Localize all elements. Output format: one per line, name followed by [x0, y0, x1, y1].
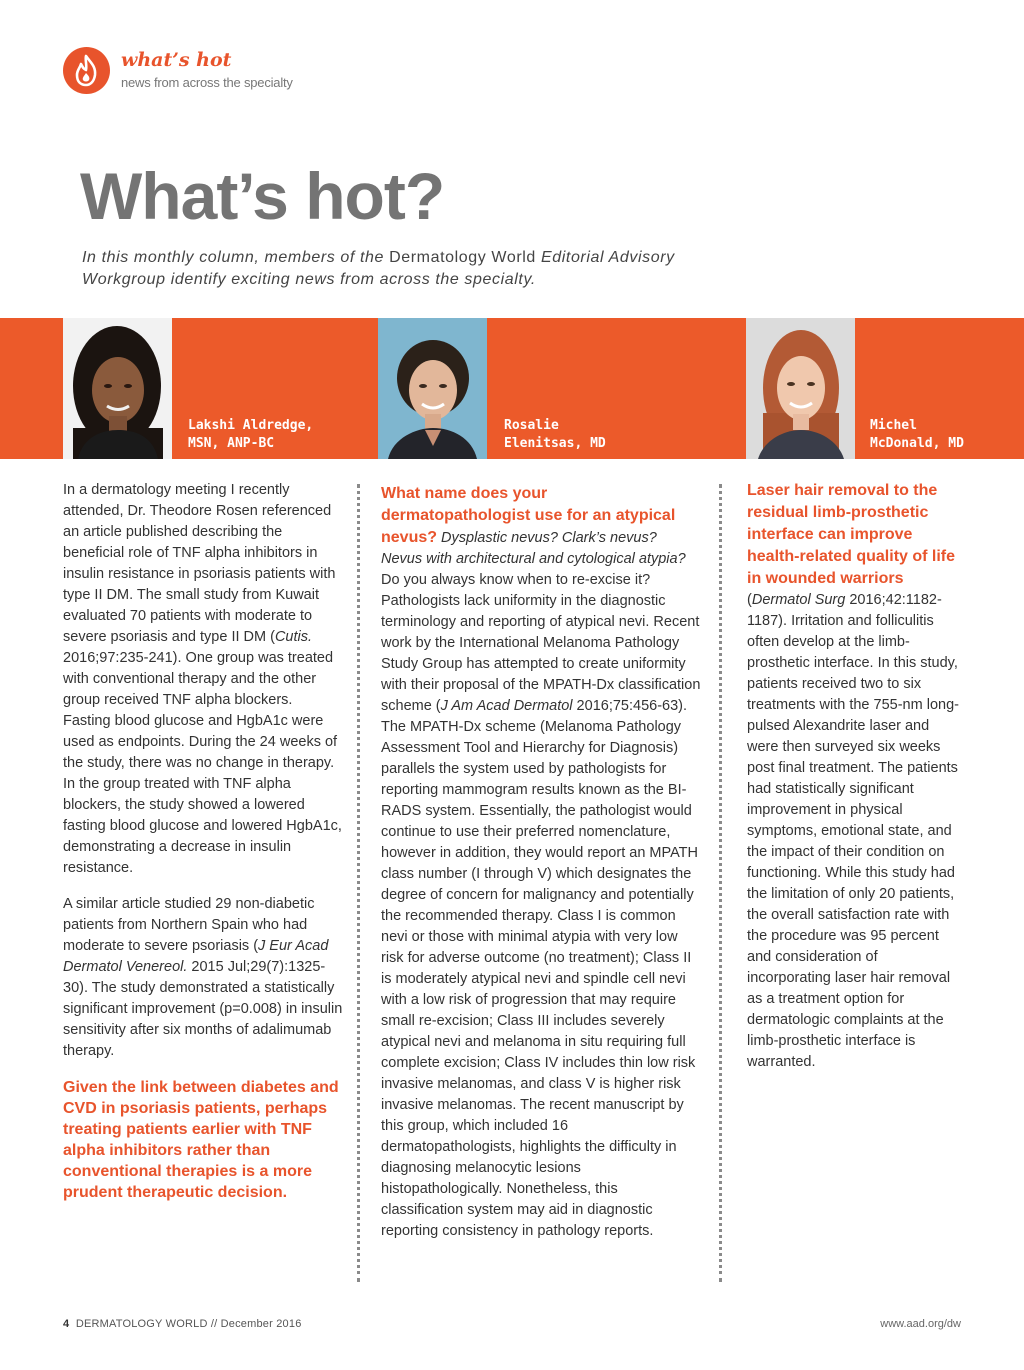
column-divider — [719, 484, 722, 1282]
flame-icon — [63, 47, 110, 94]
author-line: Rosalie — [504, 418, 559, 433]
intro-publication: Dermatology World — [389, 249, 536, 266]
author-line: Lakshi Aldredge, — [188, 418, 314, 433]
body-text: In a dermatology meeting I recently attended, Dr. Theodore Rosen referenced an article published describing the beneficial role of TNF alpha inhibitors in insulin resistance in psoriasis patients with type II DM. The small study from Kuwait evaluated 70 patients with moderate to severe psoriasis and type II DM ( — [63, 482, 336, 645]
author-line: Michel — [870, 418, 917, 433]
author-photo-aldredge — [63, 318, 172, 459]
author-photo-mcdonald — [746, 318, 855, 459]
author-name-mcdonald — [870, 417, 964, 453]
body-text: 2016;75:456-63). The MPATH-Dx scheme (Melanoma Pathology Assessment Tool and Hierarchy for Diagnosis) parallels the system used by pathologists for reporting mammogram results known as the BI-RADS system. Essentially, the pathologist would continue to use their preferred nomenclature, however in addition, they would report an MPATH class number (I through V) which designates the degree of concern for malignancy and potentially the recommended therapy. Class I is common nevi or those with minimal atypia with very low risk for adverse outcome (no treatment); Class II is moderately atypical nevi and spindle cell nevi with a low risk of progression that may require small re-excision; Class III includes severely atypical nevi and melanoma in situ requiring full complete excision; Class IV includes thin low risk invasive melanomas, and class V is higher risk invasive melanomas. The recent manuscript by this group, which included 16 dermatopathologists, highlights the difficulty in diagnosing melanocytic lesions histopathologically. Nonetheless, this classification system may aid in diagnostic reporting consistency in pathology reports. — [381, 698, 699, 1239]
column-divider — [357, 484, 360, 1282]
issue-date: December 2016 — [220, 1318, 302, 1330]
section-subtitle: news from across the specialty — [121, 75, 293, 90]
column-aldredge — [63, 480, 343, 1203]
author-name-aldredge — [188, 417, 313, 453]
body-text: Do you always know when to re-excise it? Pathologists lack uniformity in the diagnostic terminology and reporting of atypical nevi. Recent work by the International Melanoma Pathology Study Group has attempted to create uniformity with their proposal of the MPATH-Dx classification scheme ( — [381, 572, 701, 714]
footer-separator: // — [207, 1318, 221, 1330]
lead-italic: Dysplastic nevus? Clark’s nevus? Nevus with architectural and cytological atypia? — [381, 530, 686, 567]
page-number: 4 — [63, 1318, 70, 1330]
author-photo-elenitsas — [378, 318, 487, 459]
citation: Cutis. — [274, 629, 313, 645]
citation: Dermatol Surg — [751, 592, 846, 608]
page-title: What’s hot? — [80, 159, 445, 233]
body-text: ( — [747, 592, 752, 608]
author-line: McDonald, MD — [870, 436, 964, 451]
lead-heading: What name does your dermatopathologist use for an atypical nevus? — [381, 485, 676, 546]
body-text: 2015 Jul;29(7):1325-30). The study demonstrated a statistically significant improvement (p=0.008) in insulin sensitivity after six months of adalimumab therapy. — [63, 959, 343, 1059]
intro-text: Editorial Advisory Workgroup identify exciting news from across the specialty. — [82, 249, 675, 288]
page-intro — [82, 247, 722, 291]
footer-publication — [63, 1318, 302, 1330]
article-paragraph — [747, 480, 961, 1073]
citation: J Am Acad Dermatol — [440, 698, 573, 714]
author-line: Elenitsas, MD — [504, 436, 606, 451]
column-elenitsas — [381, 483, 701, 1257]
author-name-elenitsas — [504, 417, 606, 453]
callout-text: Given the link between diabetes and CVD in psoriasis patients, perhaps treating patients earlier with TNF alpha inhibitors rather than conventional therapies is a more prudent therapeutic decision. — [63, 1079, 339, 1201]
column-mcdonald — [747, 480, 961, 1088]
article-paragraph — [63, 480, 343, 879]
publication-name: DERMATOLOGY WORLD — [75, 1318, 208, 1330]
intro-text: In this monthly column, members of the — [82, 249, 385, 266]
article-paragraph — [63, 894, 343, 1062]
footer-url[interactable]: www.aad.org/dw — [880, 1318, 961, 1330]
section-title: what’s hot — [121, 49, 232, 71]
body-text: 2016;42:1182-1187). Irritation and folliculitis often develop at the limb-prosthetic interface. In this study, patients received two to six treatments with the 755-nm long-pulsed Alexandrite laser and were then surveyed six weeks post final treatment. The patients had statistically significant improvement in physical symptoms, emotional state, and the impact of their condition on functioning. While this study had the limitation of only 20 patients, the overall satisfaction rate with the procedure was 95 percent and consideration of incorporating laser hair removal as a treatment option for dermatologic complaints at the limb-prosthetic interface is warranted. — [747, 592, 959, 1070]
citation: J Eur Acad Dermatol Venereol. — [63, 938, 329, 975]
body-text: A similar article studied 29 non-diabetic patients from Northern Spain who had moderate to severe psoriasis ( — [63, 896, 315, 954]
article-paragraph — [381, 483, 701, 1242]
lead-heading: Laser hair removal to the residual limb-prosthetic interface can improve health-related quality of life in wounded warriors — [747, 482, 956, 587]
author-line: MSN, ANP-BC — [188, 436, 275, 451]
body-text: 2016;97:235-241). One group was treated with conventional therapy and the other group received TNF alpha blockers. Fasting blood glucose and HgbA1c were used as endpoints. During the 24 weeks of the study, there was no change in therapy. In the group treated with TNF alpha blockers, the study showed a lowered fasting blood glucose and lowered HgbA1c, demonstrating a decrease in insulin resistance. — [63, 650, 342, 876]
